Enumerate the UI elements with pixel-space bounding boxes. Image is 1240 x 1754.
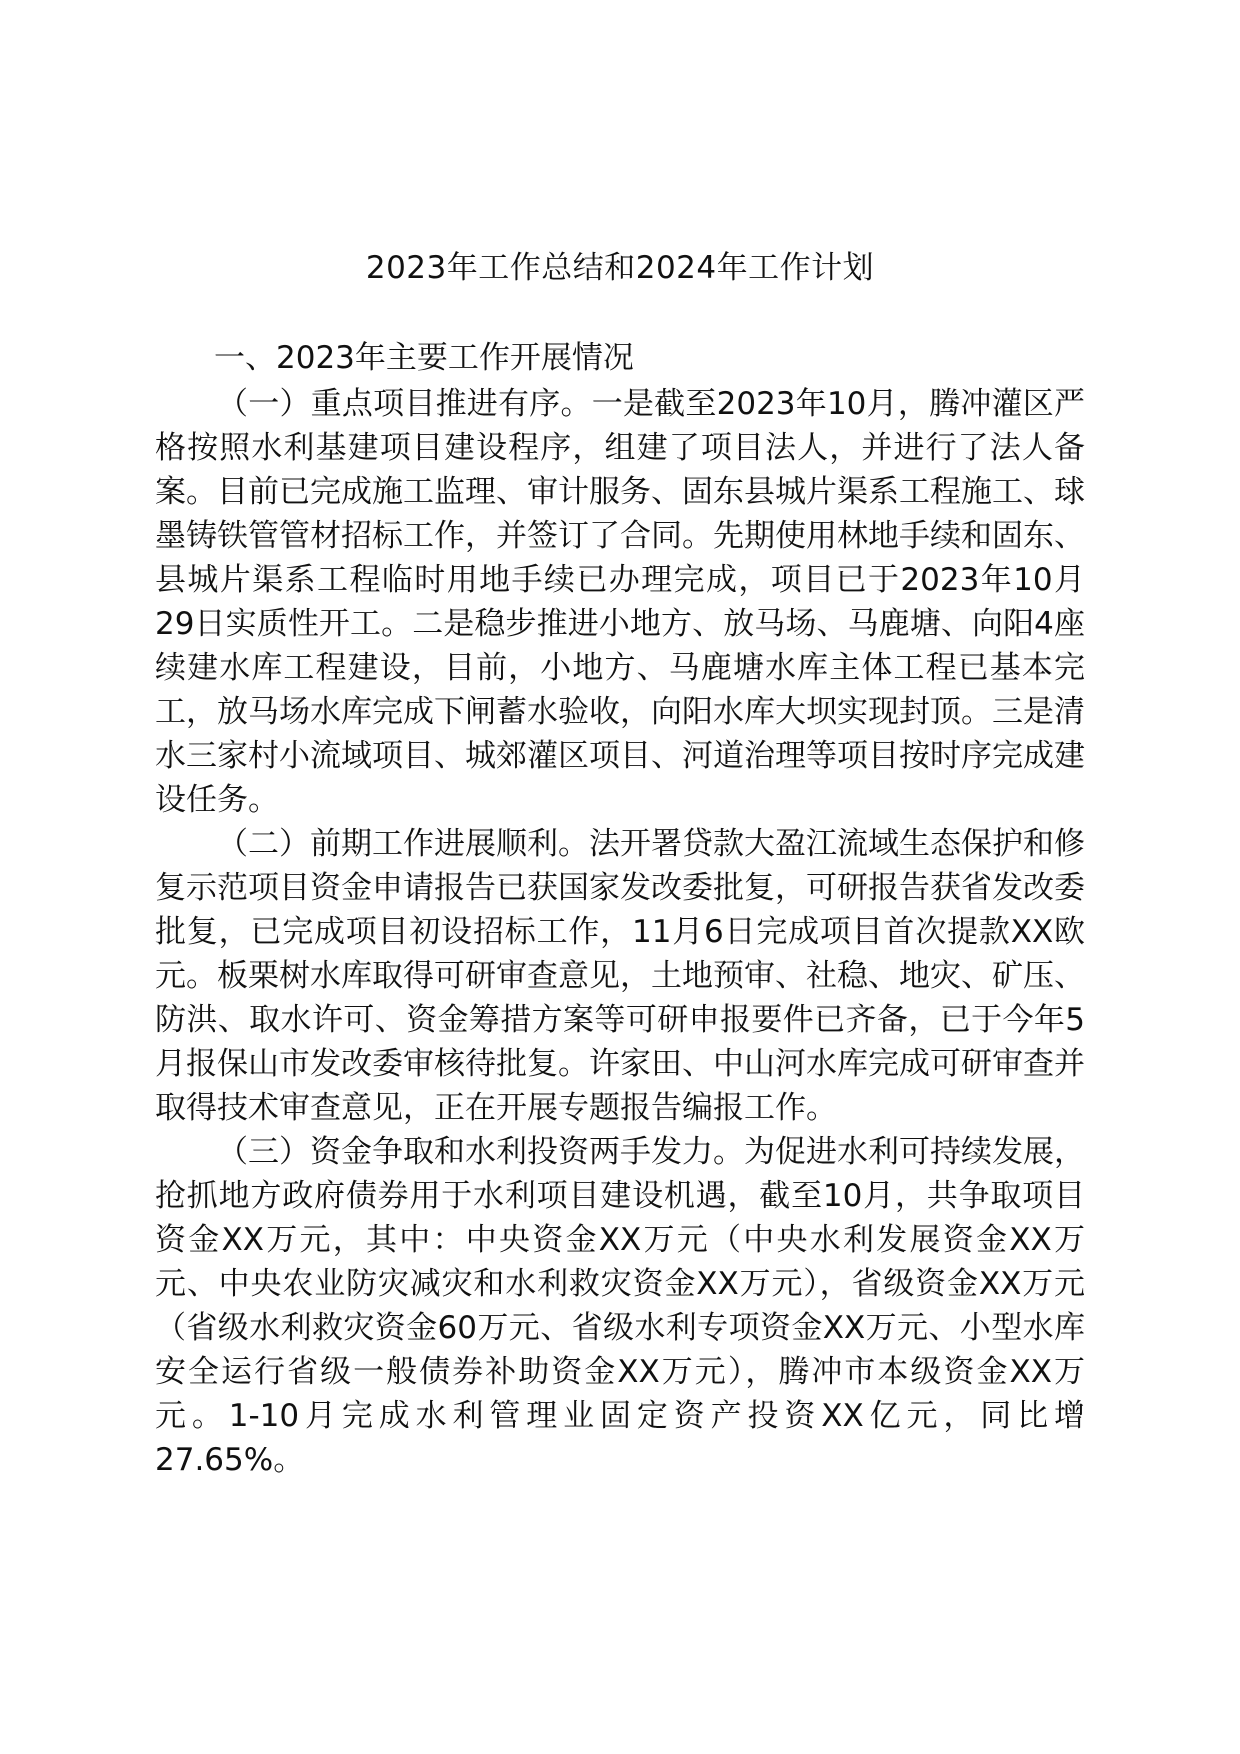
document-title: 2023年工作总结和2024年工作计划 (365, 250, 875, 286)
paragraph-preliminary-work: （二）前期工作进展顺利。法开署贷款大盈江流域生态保护和修复示范项目资金申请报告已获国家发改委批复，可研报告获省发改委批复，已完成项目初设招标工作，11月6日完成项目首次提款XX欧元。板栗树水库取得可研审查意见，土地预审、社稳、地灾、矿压、防洪、取水许可、资金筹措方案等可研申报要件已齐备，已于今年5月报保山市发改委审核待批复。许家田、中山河水库完成可研审查并取得技术审查意见，正在开展专题报告编报工作。 (155, 826, 1085, 1126)
paragraph-funding-investment: （三）资金争取和水利投资两手发力。为促进水利可持续发展，抢抓地方政府债券用于水利项目建设机遇，截至10月，共争取项目资金XX万元，其中：中央资金XX万元（中央水利发展资金XX万元、中央农业防灾减灾和水利救灾资金XX万元），省级资金XX万元（省级水利救灾资金60万元、省级水利专项资金XX万元、小型水库安全运行省级一般债券补助资金XX万元），腾冲市本级资金XX万元。1-10月完成水利管理业固定资产投资XX亿元，同比增27.65%。 (155, 1134, 1085, 1478)
document-body (155, 382, 1085, 1482)
paragraph-key-projects: （一）重点项目推进有序。一是截至2023年10月，腾冲灌区严格按照水利基建项目建设程序，组建了项目法人，并进行了法人备案。目前已完成施工监理、审计服务、固东县城片渠系工程施工、球墨铸铁管管材招标工作，并签订了合同。先期使用林地手续和固东、县城片渠系工程临时用地手续已办理完成，项目已于2023年10月29日实质性开工。二是稳步推进小地方、放马场、马鹿塘、向阳4座续建水库工程建设，目前，小地方、马鹿塘水库主体工程已基本完工，放马场水库完成下闸蓄水验收，向阳水库大坝实现封顶。三是清水三家村小流域项目、城郊灌区项目、河道治理等项目按时序完成建设任务。 (155, 386, 1085, 818)
section-heading: 一、2023年主要工作开展情况 (214, 340, 634, 376)
